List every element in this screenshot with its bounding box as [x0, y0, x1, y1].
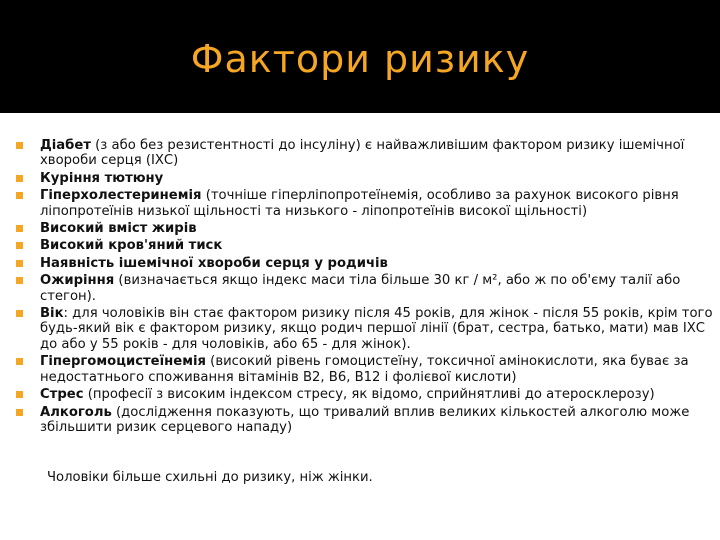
- square-bullet-icon: [16, 358, 23, 365]
- risk-factor-description: : для чоловіків він стає фактором ризику після 45 років, для жінок - після 55 років, крім того будь-який вік є фактором ризику, якщо родич першої лінії (брат, сестра, батько, мати) мав ІХС до або у 55 років - для чоловіків, або 65 - для жінок).: [40, 306, 713, 352]
- square-bullet-icon: [16, 225, 23, 232]
- risk-factor-description: (визначається якщо індекс маси тіла більше 30 кг / м², або ж по об'єму талії або стегон).: [40, 273, 681, 304]
- risk-factor-term: Високий вміст жирів: [40, 221, 197, 237]
- square-bullet-icon: [16, 310, 23, 317]
- risk-factor-term: Гіпергомоцистеїнемія: [40, 354, 206, 370]
- list-item: [0, 171, 720, 186]
- square-bullet-icon: [16, 192, 23, 199]
- square-bullet-icon: [16, 260, 23, 267]
- list-item: [0, 221, 720, 236]
- risk-factor-description: (професії з високим індексом стресу, як відомо, сприйнятливі до атеросклерозу): [83, 387, 655, 403]
- risk-factor-description: (дослідження показують, що тривалий вплив великих кількостей алкоголю може збільшити ризик серцевого нападу): [40, 404, 690, 435]
- list-item: [0, 188, 720, 219]
- square-bullet-icon: [16, 277, 23, 284]
- risk-factor-description: (високий рівень гомоцистеїну, токсичної амінокислоти, яка буває за недостатнього споживання вітамінів В2, В6, В12 і фолієвої кислоти): [40, 354, 689, 385]
- square-bullet-icon: [16, 142, 23, 149]
- square-bullet-icon: [16, 175, 23, 182]
- risk-factor-term: Високий кров'яний тиск: [40, 238, 223, 254]
- risk-factor-term: Вік: [40, 306, 64, 322]
- list-item: [0, 387, 720, 402]
- list-item: [0, 138, 720, 169]
- risk-factor-term: Ожиріння: [40, 273, 115, 289]
- square-bullet-icon: [16, 409, 23, 416]
- risk-factor-term: Наявність ішемічної хвороби серця у родичів: [40, 255, 388, 271]
- list-item: [0, 238, 720, 253]
- square-bullet-icon: [16, 242, 23, 249]
- risk-factor-description: (точніше гіперліпопротеїнемія, особливо за рахунок високого рівня ліпопротеїнів низької щільності та низького - ліпопротеїнів високої щільності): [40, 188, 679, 219]
- risk-factor-term: Діабет: [40, 138, 91, 153]
- list-item: [0, 405, 720, 436]
- slide-title: Фактори ризику: [190, 37, 530, 81]
- list-item: [0, 273, 720, 304]
- footer-note: Чоловіки більше схильні до ризику, ніж жінки.: [47, 470, 373, 485]
- square-bullet-icon: [16, 391, 23, 398]
- risk-factor-term: Гіперхолестеринемія: [40, 188, 202, 204]
- list-item: [0, 354, 720, 385]
- risk-factor-term: Алкоголь: [40, 404, 112, 420]
- list-item: [0, 306, 720, 352]
- title-band: [0, 0, 720, 113]
- risk-factor-description: (з або без резистентності до інсуліну) є найважливішим фактором ризику ішемічної хвороби серця (ІХС): [40, 138, 685, 169]
- list-item: [0, 256, 720, 271]
- risk-factor-term: Куріння тютюну: [40, 170, 164, 186]
- risk-factor-list: [0, 138, 720, 437]
- risk-factor-term: Стрес: [40, 387, 84, 403]
